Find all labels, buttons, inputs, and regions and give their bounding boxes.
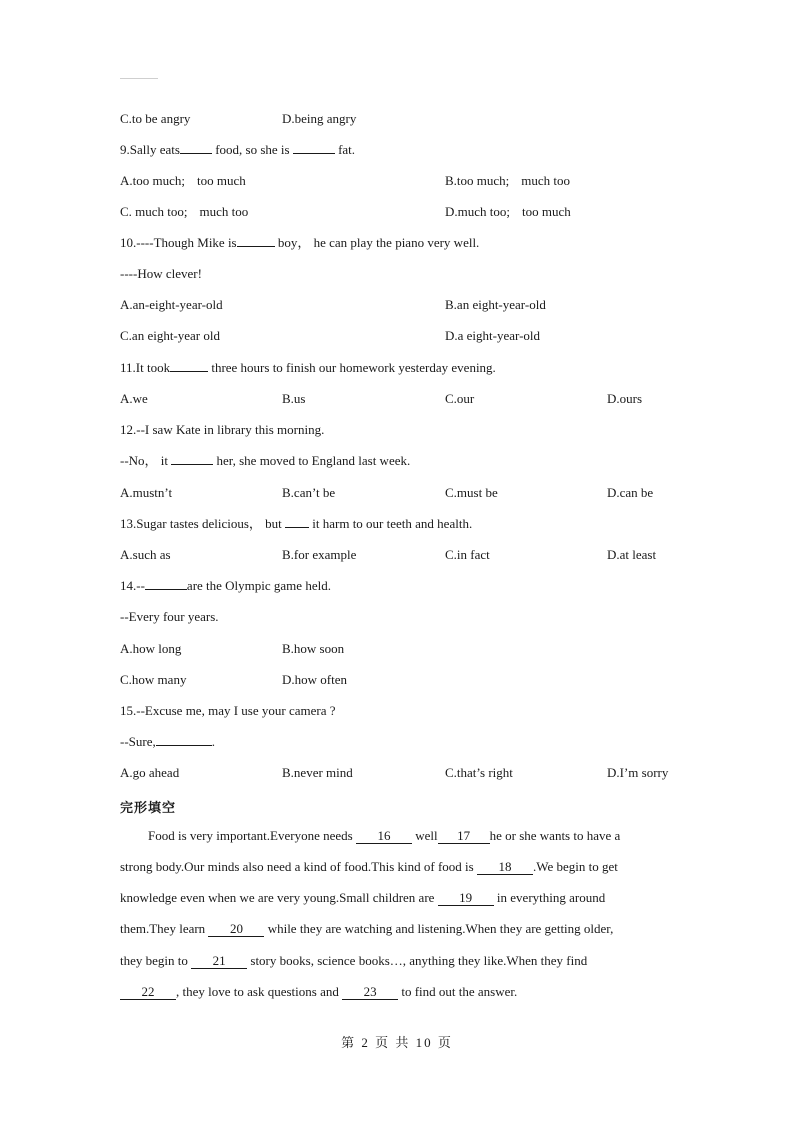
q15-option-c: C.that’s right — [445, 765, 513, 780]
q14-option-d: D.how often — [282, 672, 347, 687]
q9-option-d: D.much too; too much — [445, 204, 571, 219]
passage-line-1: Food is very important.Everyone needs 16 well 17 he or she wants to have a — [148, 828, 621, 843]
passage-line-6: 22 , they love to ask questions and 23 to find out the answer. — [120, 984, 517, 1000]
passage-line-4: them.They learn 20 while they are watching and listening.When they are getting older, — [120, 921, 614, 936]
blank-16: 16 — [356, 829, 412, 844]
answer-blank — [170, 371, 208, 372]
answer-blank — [285, 527, 309, 528]
blank-18: 18 — [477, 860, 533, 875]
q12-option-d: D.can be — [607, 485, 654, 500]
q13-option-c: C.in fact — [445, 547, 490, 562]
q13-option-b: B.for example — [282, 547, 357, 562]
q11-option-b: B.us — [282, 391, 306, 406]
blank-20: 20 — [208, 922, 264, 937]
q13-option-d: D.at least — [607, 547, 657, 562]
blank-21: 21 — [191, 954, 247, 969]
passage-line-5: they begin to 21 story books, science books…, anything they like.When they find — [120, 953, 588, 968]
q14-option-a: A.how long — [120, 641, 182, 656]
q12-option-a: A.mustn’t — [120, 485, 173, 500]
q8-option-c: C.to be angry — [120, 111, 191, 126]
q12-option-b: B.can’t be — [282, 485, 336, 500]
q10-option-c: C.an eight-year old — [120, 328, 220, 343]
q15-option-a: A.go ahead — [120, 765, 180, 780]
q13-option-a: A.such as — [120, 547, 171, 562]
q14-option-c: C.how many — [120, 672, 187, 687]
answer-blank — [237, 246, 275, 247]
q9-option-c: C. much too; much too — [120, 204, 249, 219]
q10-option-b: B.an eight-year-old — [445, 297, 546, 312]
answer-blank — [145, 589, 187, 590]
q15-option-b: B.never mind — [282, 765, 353, 780]
blank-17: 17 — [438, 829, 490, 844]
q11-option-a: A.we — [120, 391, 148, 406]
q10-option-d: D.a eight-year-old — [445, 328, 541, 343]
page-footer: 第 2 页 共 10 页 — [341, 1035, 453, 1050]
blank-22: 22 — [120, 985, 176, 1000]
q15-stem: 15.--Excuse me, may I use your camera ? — [120, 703, 336, 718]
q12-reply: --No， it her, she moved to England last week. — [120, 453, 411, 468]
q9-stem: 9.Sally eats food, so she is fat. — [120, 142, 356, 157]
passage-line-2: strong body.Our minds also need a kind of food.This kind of food is 18 .We begin to get — [120, 859, 618, 874]
q11-option-d: D.ours — [607, 391, 643, 406]
answer-blank — [171, 464, 213, 465]
q15-reply: --Sure, . — [120, 734, 215, 749]
q10-option-a: A.an-eight-year-old — [120, 297, 223, 312]
blank-23: 23 — [342, 985, 398, 1000]
q12-option-c: C.must be — [445, 485, 498, 500]
q9-option-a: A.too much; too much — [120, 173, 246, 188]
q15-option-d: D.I’m sorry — [607, 765, 669, 780]
q10-stem: 10.----Though Mike is boy， he can play the piano very well. — [120, 235, 480, 250]
q14-option-b: B.how soon — [282, 641, 345, 656]
q11-stem: 11.It took three hours to finish our homework yesterday evening. — [120, 360, 496, 375]
q12-stem: 12.--I saw Kate in library this morning. — [120, 422, 325, 437]
answer-blank — [180, 153, 212, 154]
q10-reply: ----How clever! — [120, 266, 202, 281]
blank-19: 19 — [438, 891, 494, 906]
q8-option-d: D.being angry — [282, 111, 357, 126]
passage-line-3: knowledge even when we are very young.Small children are 19 in everything around — [120, 890, 606, 905]
q14-stem: 14.-- are the Olympic game held. — [120, 578, 331, 593]
answer-blank — [156, 745, 212, 746]
section-title-cloze: 完形填空 — [120, 801, 177, 816]
q13-stem: 13.Sugar tastes delicious， but it harm to our teeth and health. — [120, 516, 473, 531]
q14-reply: --Every four years. — [120, 609, 219, 624]
q9-option-b: B.too much; much too — [445, 173, 571, 188]
header-rule — [120, 78, 158, 79]
q11-option-c: C.our — [445, 391, 475, 406]
answer-blank — [293, 153, 335, 154]
